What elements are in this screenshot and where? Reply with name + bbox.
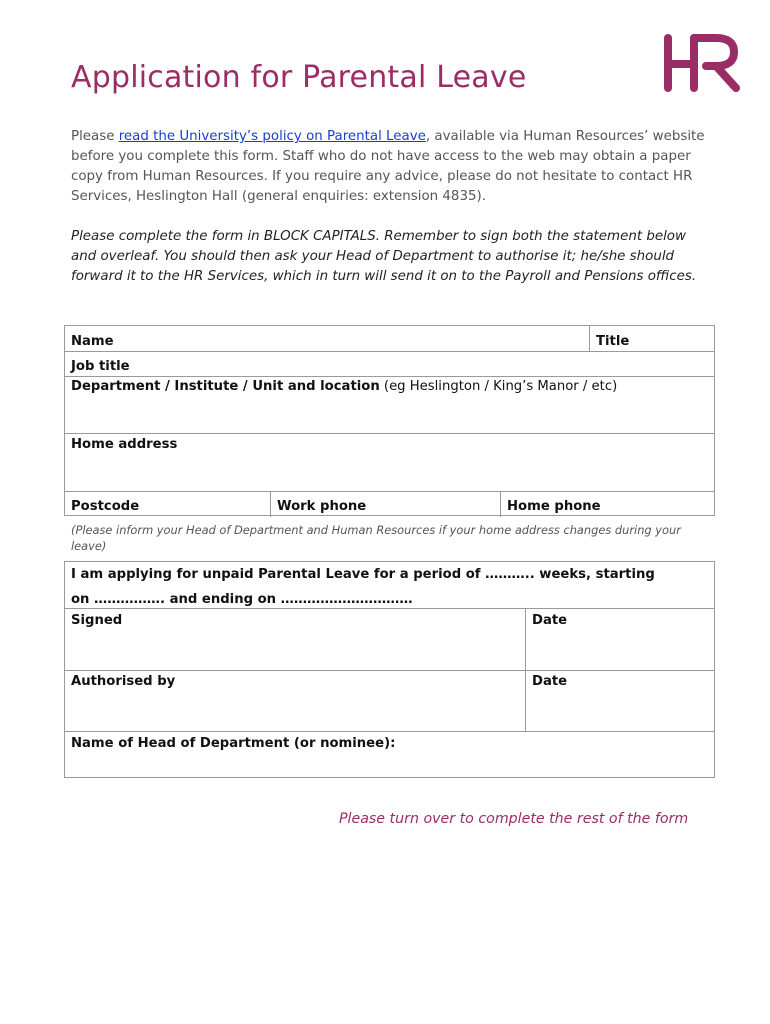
postcode-divider [270, 491, 271, 517]
phone-divider [500, 491, 501, 517]
intro-paragraph [71, 127, 711, 207]
signed-field-label[interactable]: Signed [71, 613, 123, 628]
hr-logo [662, 34, 742, 92]
parental-leave-policy-link[interactable]: read the University’s policy on Parental Leave [118, 129, 426, 144]
department-field-label[interactable] [71, 379, 617, 394]
leave-period-statement-line2[interactable]: on ……………. and ending on ………………………… [71, 592, 413, 607]
row-divider-4 [65, 491, 714, 492]
authorised-date-field-label[interactable]: Date [532, 674, 568, 689]
job-title-field-label[interactable]: Job title [71, 359, 130, 374]
row-divider-3 [65, 433, 714, 434]
leave-period-statement-line1[interactable]: I am applying for unpaid Parental Leave for a period of ……….. weeks, starting [71, 567, 655, 582]
application-table [64, 561, 715, 778]
row-divider-2 [65, 376, 714, 377]
page-title: Application for Parental Leave [71, 60, 527, 95]
title-field-label[interactable]: Title [596, 334, 630, 349]
app-row-divider-3 [65, 731, 714, 732]
signed-date-field-label[interactable]: Date [532, 613, 568, 628]
postcode-field-label[interactable]: Postcode [71, 499, 140, 514]
authorised-by-field-label[interactable]: Authorised by [71, 674, 176, 689]
personal-details-table [64, 325, 715, 516]
work-phone-field-label[interactable]: Work phone [277, 499, 367, 514]
signed-date-divider [525, 608, 526, 732]
instructions-paragraph: Please complete the form in BLOCK CAPITALS. Remember to sign both the statement below and overleaf. You should then ask your Head of Department to authorise it; he/she should forward it to the HR Services, which in turn will send it on to the Payroll and Pensions offices. [71, 229, 697, 284]
name-title-divider [589, 326, 590, 351]
address-change-note: (Please inform your Head of Department and Human Resources if your home address changes during your leave) [71, 523, 681, 553]
head-of-department-field-label[interactable]: Name of Head of Department (or nominee): [71, 736, 396, 751]
intro-prefix: Please [71, 129, 119, 144]
row-divider-1 [65, 351, 714, 352]
app-row-divider-2 [65, 670, 714, 671]
name-field-label[interactable]: Name [71, 334, 114, 349]
app-row-divider-1 [65, 608, 714, 609]
turn-over-note: Please turn over to complete the rest of the form [339, 811, 689, 827]
department-label-text: Department / Institute / Unit and location [71, 379, 380, 394]
intro-suffix: , available via Human Resources’ website before you complete this form. Staff who do not have access to the web may obtain a paper copy from Human Resources. If you require any advice, please do not hesitate to contact HR Services, Heslington Hall (general enquiries: extension 4835). [71, 129, 705, 204]
home-phone-field-label[interactable]: Home phone [507, 499, 601, 514]
home-address-field-label[interactable]: Home address [71, 437, 178, 452]
department-hint: (eg Heslington / King’s Manor / etc) [379, 379, 618, 394]
